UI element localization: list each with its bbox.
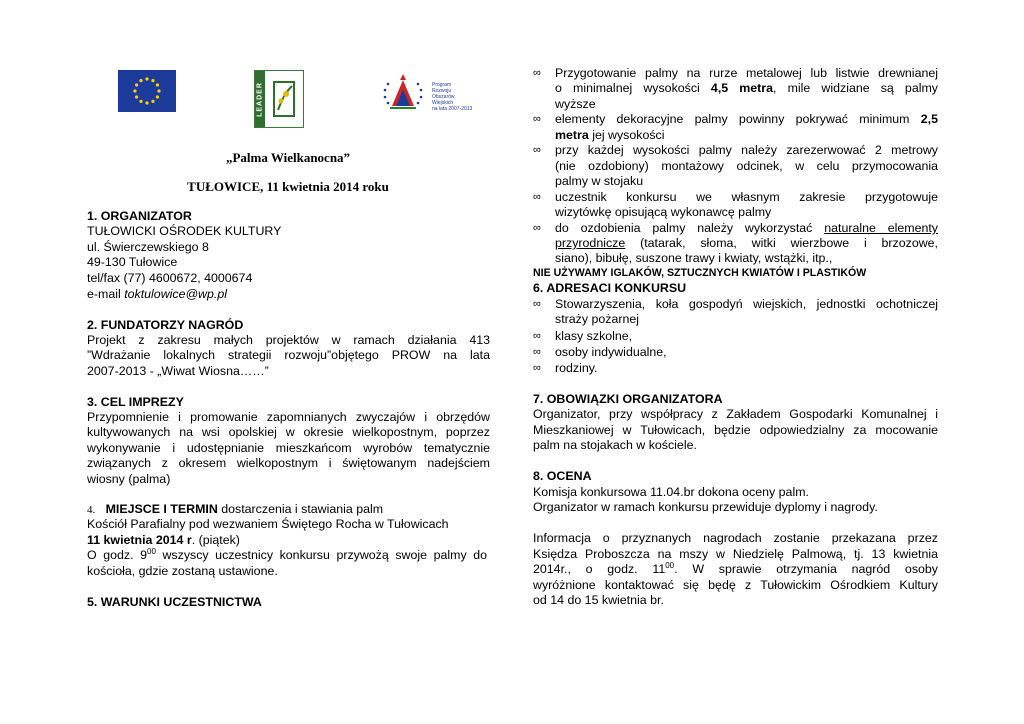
bullet-icon: ∞ xyxy=(533,191,541,203)
time-sup: 00 xyxy=(147,546,156,556)
organizer-phone: tel/fax (77) 4600672, 4000674 xyxy=(87,271,253,285)
document-subtitle: TUŁOWICE, 11 kwietnia 2014 roku xyxy=(187,179,389,194)
prohibition-notice: NIE UŻYWAMY IGLAKÓW, SZTUCZNYCH KWIATÓW I PLASTIKÓW xyxy=(533,267,867,279)
time-text-b: wszyscy uczestnicy konkursu przywożą swoje palmy do xyxy=(155,548,488,562)
leader-logo-text: LEADER xyxy=(256,82,264,117)
bullet-icon: ∞ xyxy=(533,362,541,374)
prow-line: Wiejskich xyxy=(432,100,454,106)
event-date: 11 kwietnia 2014 r xyxy=(87,533,192,547)
addressee-item: Stowarzyszenia, koła gospodyń wiejskich, jednostki ochotniczej xyxy=(555,297,938,311)
time-line xyxy=(87,548,487,563)
addressee-item: straży pożarnej xyxy=(555,312,640,326)
section-7-heading: 7. OBOWIĄZKI ORGANIZATORA xyxy=(533,392,723,406)
condition-5-text: do ozdobienia palmy należy wykorzystać xyxy=(555,221,825,235)
organizer-name: TUŁOWICKI OŚRODEK KULTURY xyxy=(87,224,282,238)
prow-line: Obszarów xyxy=(432,94,455,100)
awards-line: od 14 do 15 kwietnia br. xyxy=(533,593,664,607)
condition-2-line xyxy=(555,112,938,127)
addressee-item: rodziny. xyxy=(555,361,598,375)
condition-1-line: Przygotowanie palmy na rurze metalowej lub listwie drewnianej xyxy=(555,66,938,80)
section-4-title-rest: dostarczenia i stawiania palm xyxy=(217,502,384,516)
eu-flag-logo xyxy=(118,70,176,112)
condition-5-line xyxy=(555,236,938,251)
prow-line: Program xyxy=(432,82,452,88)
organizer-email-line xyxy=(87,287,227,302)
purpose-line: kultywowanych na wsi opolskiej w okresie wielkopostnym, poprzez xyxy=(87,425,490,439)
section-3-heading: 3. CEL IMPREZY xyxy=(87,395,184,409)
condition-1-text: , mile widziane są palmy xyxy=(773,81,938,95)
condition-2-line xyxy=(555,128,665,143)
addressee-item: osoby indywidualne, xyxy=(555,345,667,359)
organizer-city: 49-130 Tułowice xyxy=(87,255,178,269)
section-6-heading: 6. ADRESACI KONKURSU xyxy=(533,281,687,295)
condition-3-line: przy każdej wysokości palmy należy zarezerwować 2 metrowy xyxy=(555,143,938,157)
prow-logo-text xyxy=(432,82,472,112)
event-day: . (piątek) xyxy=(191,533,240,547)
leader-logo xyxy=(254,70,304,128)
natural-elements-text: naturalne elementy xyxy=(824,221,938,235)
section-4-number: 4. xyxy=(87,504,96,516)
decoration-value: 2,5 xyxy=(920,112,938,126)
awards-line: wyróżnione kontaktować się będę z Tułowickim Ośrodkiem Kultury xyxy=(533,578,938,592)
bullet-icon: ∞ xyxy=(533,222,541,234)
bullet-icon: ∞ xyxy=(533,113,541,125)
bullet-icon: ∞ xyxy=(533,346,541,358)
condition-1-text: o minimalnej wysokości xyxy=(555,81,711,95)
purpose-line: wykonywanie i udostępnianie mieszkańcom wyrobów tematycznie xyxy=(87,441,490,455)
venue-line: Kościół Parafialny pod wezwaniem Świętego Rocha w Tułowicach xyxy=(87,517,449,531)
awards-text-b: . W sprawie otrzymania nagród osoby xyxy=(674,562,938,576)
prow-logo xyxy=(378,70,473,116)
condition-2-text: jej wysokości xyxy=(588,128,665,142)
section-4-heading xyxy=(87,502,383,518)
date-line xyxy=(87,533,240,548)
awards-line: Księdza Proboszcza na mszy w Niedzielę Palmową, tj. 13 kwietnia xyxy=(533,547,938,561)
section-4-title: MIEJSCE I TERMIN xyxy=(105,502,218,516)
organizer-street: ul. Świerczewskiego 8 xyxy=(87,240,209,254)
condition-3-line: palmy w stojaku xyxy=(555,174,644,188)
condition-4-line: uczestnik konkursu we własnym zakresie przygotowuje xyxy=(555,190,938,204)
email-prefix: e-mail xyxy=(87,287,125,301)
min-height-value: 4,5 metra xyxy=(710,81,774,95)
evaluation-line: Organizator w ramach konkursu przewiduje dyplomy i nagrody. xyxy=(533,500,878,514)
prow-line: Rozwoju xyxy=(432,88,452,94)
bullet-icon: ∞ xyxy=(533,67,541,79)
condition-4-line: wizytówkę opisującą wykonawcę palmy xyxy=(555,205,772,219)
decoration-unit: metra xyxy=(555,128,589,142)
duties-line: palm na stojakach w kościele. xyxy=(533,438,697,452)
funders-line: Projekt z zakresu małych projektów w ramach działania 413 xyxy=(87,333,490,347)
bullet-icon: ∞ xyxy=(533,298,541,310)
document-title: „Palma Wielkanocna” xyxy=(225,150,351,165)
bullet-icon: ∞ xyxy=(533,144,541,156)
awards-line: Informacja o przyznanych nagrodach zostanie przekazana przez xyxy=(533,531,938,545)
evaluation-line: Komisja konkursowa 11.04.br dokona oceny palm. xyxy=(533,485,809,499)
prow-line: na lata 2007-2013 xyxy=(432,106,473,112)
email-address: toktulowice@wp.pl xyxy=(124,287,227,301)
section-8-heading: 8. OCENA xyxy=(533,469,592,483)
placement-line: kościoła, gdzie zostaną ustawione. xyxy=(87,564,278,578)
funders-line: 2007-2013 - „Wiwat Wiosna……” xyxy=(87,364,269,378)
purpose-line: wiosny (palma) xyxy=(87,472,171,486)
condition-1-line xyxy=(555,81,938,96)
awards-text-a: 2014r., o godz. 11 xyxy=(533,562,666,576)
funders-line: ”Wdrażanie lokalnych strategii rozwoju”objętego PROW na lata xyxy=(87,348,490,362)
addressee-item: klasy szkolne, xyxy=(555,329,633,343)
purpose-line: związanych z okresem wielkopostnym i świętowanym nadejściem xyxy=(87,456,490,470)
awards-time-sup: 00 xyxy=(665,560,675,570)
purpose-line: Przypomnienie i promowanie zapomnianych zwyczajów i obrzędów xyxy=(87,410,490,424)
natural-elements-text: przyrodnicze xyxy=(555,236,626,250)
section-5-heading: 5. WARUNKI UCZESTNICTWA xyxy=(87,595,262,609)
time-text-a: O godz. 9 xyxy=(87,548,147,562)
condition-3-line: (nie ozdobiony) montażowy odcinek, w celu przymocowania xyxy=(555,159,938,173)
condition-5-text: (tatarak, słoma, witki wierzbowe i brzozowe, xyxy=(625,236,938,250)
condition-5-line: siano), bibułę, suszone trawy i kwiaty, wstążki, itp., xyxy=(555,251,833,265)
section-2-heading: 2. FUNDATORZY NAGRÓD xyxy=(87,318,244,332)
condition-2-text: elementy dekoracyjne palmy powinny pokrywać minimum xyxy=(555,112,921,126)
awards-line xyxy=(533,562,938,577)
section-1-heading: 1. ORGANIZATOR xyxy=(87,209,192,223)
duties-line: Mieszkaniowej w Tułowicach, będzie odpowiedzialny za mocowanie xyxy=(533,423,938,437)
bullet-icon: ∞ xyxy=(533,330,541,342)
condition-1-line: wyższe xyxy=(555,97,596,111)
duties-line: Organizator, przy współpracy z Zakładem Gospodarki Komunalnej i xyxy=(533,407,938,421)
condition-5-line xyxy=(555,221,938,236)
